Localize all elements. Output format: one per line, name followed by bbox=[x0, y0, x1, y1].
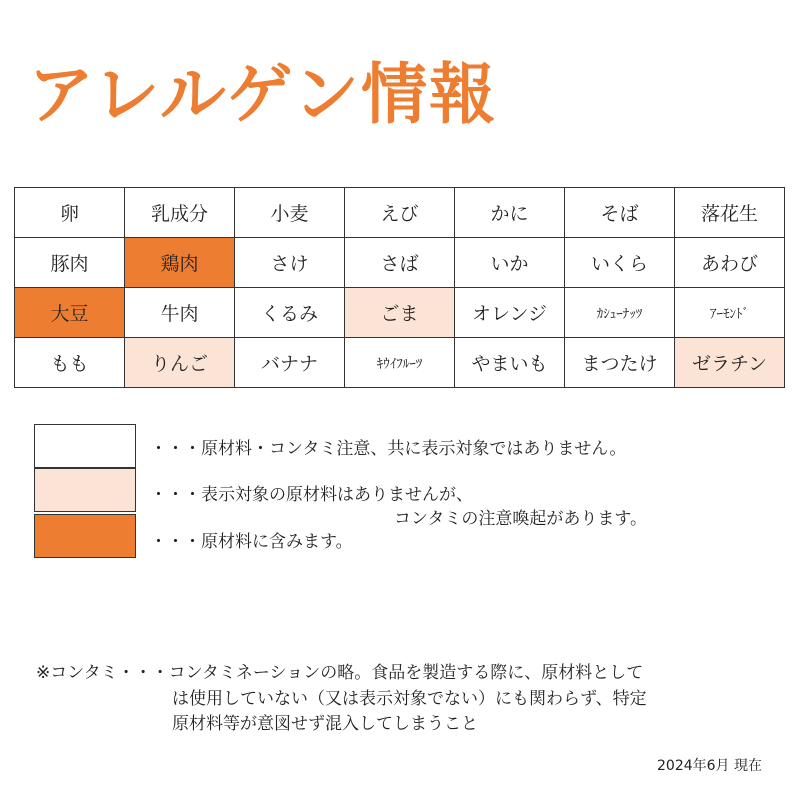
allergen-cell: りんご bbox=[125, 338, 235, 388]
legend-text-none: ・・・原材料・コンタミ注意、共に表示対象ではありません。 bbox=[150, 439, 627, 459]
page-title: アレルゲン情報 bbox=[28, 56, 498, 133]
allergen-cell: バナナ bbox=[235, 338, 345, 388]
allergen-table bbox=[14, 187, 785, 388]
allergen-cell: そば bbox=[565, 188, 675, 238]
table-row bbox=[15, 188, 785, 238]
table-row bbox=[15, 238, 785, 288]
allergen-cell: さけ bbox=[235, 238, 345, 288]
note-line-2: は使用していない（又は表示対象でない）にも関わらず、特定 bbox=[172, 689, 647, 709]
legend-text-contam-line1: ・・・表示対象の原材料はありませんが、 bbox=[150, 485, 473, 505]
allergen-cell: ｷｳｲﾌﾙｰﾂ bbox=[345, 338, 455, 388]
allergen-cell: ごま bbox=[345, 288, 455, 338]
allergen-cell: 豚肉 bbox=[15, 238, 125, 288]
allergen-cell: オレンジ bbox=[455, 288, 565, 338]
date-stamp: 2024年6月 現在 bbox=[657, 758, 762, 774]
allergen-cell: くるみ bbox=[235, 288, 345, 338]
allergen-cell: ｱｰﾓﾝﾄﾞ bbox=[675, 288, 785, 338]
allergen-cell: ゼラチン bbox=[675, 338, 785, 388]
table-row bbox=[15, 288, 785, 338]
allergen-cell: あわび bbox=[675, 238, 785, 288]
allergen-cell: いか bbox=[455, 238, 565, 288]
allergen-cell: えび bbox=[345, 188, 455, 238]
allergen-cell: 鶏肉 bbox=[125, 238, 235, 288]
legend-swatch-contain bbox=[34, 514, 136, 558]
allergen-cell: 牛肉 bbox=[125, 288, 235, 338]
legend-swatch-none bbox=[34, 424, 136, 468]
allergen-cell: やまいも bbox=[455, 338, 565, 388]
allergen-cell: さば bbox=[345, 238, 455, 288]
allergen-cell: もも bbox=[15, 338, 125, 388]
note-line-3: 原材料等が意図せず混入してしまうこと bbox=[172, 714, 478, 734]
allergen-cell: まつたけ bbox=[565, 338, 675, 388]
allergen-cell: いくら bbox=[565, 238, 675, 288]
legend-swatch-contam bbox=[34, 468, 136, 512]
allergen-cell: 卵 bbox=[15, 188, 125, 238]
allergen-cell: かに bbox=[455, 188, 565, 238]
legend-text-contain: ・・・原材料に含みます。 bbox=[150, 532, 353, 552]
table-row bbox=[15, 338, 785, 388]
allergen-cell: ｶｼｭｰﾅｯﾂ bbox=[565, 288, 675, 338]
allergen-cell: 小麦 bbox=[235, 188, 345, 238]
legend-text-contam-line2: コンタミの注意喚起があります。 bbox=[394, 509, 647, 529]
allergen-cell: 乳成分 bbox=[125, 188, 235, 238]
note-line-1: ※コンタミ・・・コンタミネーションの略。食品を製造する際に、原材料として bbox=[36, 663, 644, 683]
allergen-cell: 大豆 bbox=[15, 288, 125, 338]
allergen-cell: 落花生 bbox=[675, 188, 785, 238]
